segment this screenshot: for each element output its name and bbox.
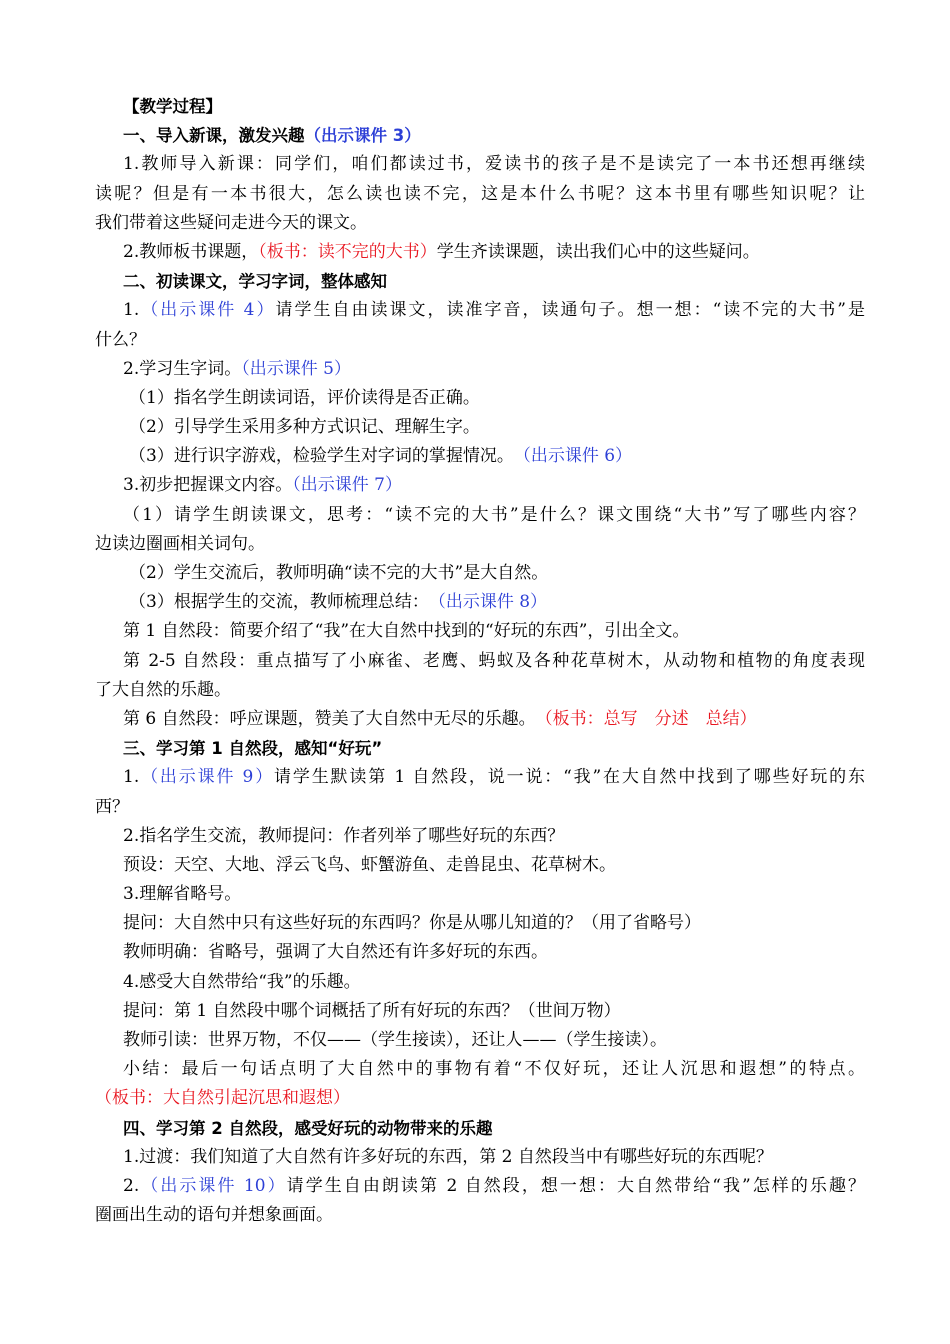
- text-line: [95, 530, 865, 559]
- text-line: [95, 676, 865, 705]
- text-line: [95, 150, 865, 179]
- text-segment: 预设：天空、大地、浮云飞鸟、虾蟹游鱼、走兽昆虫、花草树木。: [123, 854, 616, 875]
- text-segment: 请学生自由朗读第 2 自然段，想一想：大自然带给“我”怎样的乐趣？: [286, 1175, 865, 1196]
- text-segment: 1.过渡：我们知道了大自然有许多好玩的东西，第 2 自然段当中有哪些好玩的东西呢？: [123, 1146, 773, 1167]
- text-segment: 3.理解省略号。: [123, 884, 242, 905]
- text-segment: 三、学习第 1 自然段，感知“好玩”: [123, 739, 383, 759]
- text-line: [95, 909, 865, 938]
- text-line: [95, 92, 865, 121]
- text-segment: （3）根据学生的交流，教师梳理总结：: [129, 592, 438, 613]
- text-line: [95, 705, 865, 734]
- board-note: （板书：读不完的大书）: [258, 241, 437, 262]
- text-line: [95, 1201, 865, 1230]
- text-segment: 请学生默读第 1 自然段，说一说：“我”在大自然中找到了哪些好玩的东: [274, 767, 865, 788]
- text-line: [95, 559, 865, 588]
- text-line: [95, 238, 865, 267]
- text-line: [95, 1172, 865, 1201]
- text-line: [95, 938, 865, 967]
- text-line: [95, 822, 865, 851]
- text-segment: （2）引导学生采用多种方式识记、理解生字。: [129, 417, 480, 438]
- text-segment: 一、导入新课，激发兴趣: [123, 126, 305, 146]
- text-line: [95, 326, 865, 355]
- text-line: [95, 968, 865, 997]
- text-line: [95, 763, 865, 792]
- text-segment: 圈画出生动的语句并想象画面。: [95, 1205, 333, 1226]
- text-segment: 第 1 自然段：简要介绍了“我”在大自然中找到的“好玩的东西”，引出全文。: [123, 621, 690, 642]
- text-segment: 2.学习生字词。: [123, 358, 242, 379]
- text-segment: （1）指名学生朗读词语，评价读得是否正确。: [129, 387, 480, 408]
- text-segment: 3.初步把握课文内容。: [123, 475, 293, 496]
- text-line: [95, 1084, 865, 1113]
- text-line: [95, 121, 865, 150]
- text-line: [95, 793, 865, 822]
- text-line: [95, 1143, 865, 1172]
- text-segment: 什么？: [95, 329, 146, 350]
- text-segment: 学生齐读课题，读出我们心中的这些疑问。: [436, 241, 760, 262]
- text-line: [95, 647, 865, 676]
- text-segment: 了大自然的乐趣。: [95, 679, 231, 700]
- text-line: [95, 180, 865, 209]
- text-segment: （1）请学生朗读课文，思考：“读不完的大书”是什么？课文围绕“大书”写了哪些内容？: [123, 504, 865, 525]
- text-segment: 二、初读课文，学习字词，整体感知: [123, 272, 387, 292]
- slide-reference: （出示课件 8）: [437, 592, 548, 613]
- text-line: [95, 1114, 865, 1143]
- text-line: [95, 267, 865, 296]
- text-segment: 第 6 自然段：呼应课题，赞美了大自然中无尽的乐趣。: [123, 708, 545, 729]
- text-line: [95, 617, 865, 646]
- text-segment: 读呢？但是有一本书很大，怎么读也读不完，这是本什么书呢？这本书里有哪些知识呢？让: [95, 183, 865, 204]
- slide-reference: （出示课件 7）: [292, 475, 402, 496]
- text-line: [95, 384, 865, 413]
- text-segment: 提问：第 1 自然段中哪个词概括了所有好玩的东西？（世间万物）: [123, 1000, 621, 1021]
- text-segment: 提问：大自然中只有这些好玩的东西吗？你是从哪儿知道的？（用了省略号）: [123, 913, 701, 934]
- text-segment: （2）学生交流后，教师明确“读不完的大书”是大自然。: [129, 563, 549, 583]
- text-line: [95, 501, 865, 530]
- text-segment: 教师引读：世界万物，不仅——（学生接读），还让人——（学生接读）。: [123, 1030, 667, 1050]
- slide-reference: （出示课件 10）: [139, 1175, 287, 1196]
- text-line: [95, 734, 865, 763]
- text-line: [95, 413, 865, 442]
- text-line: [95, 442, 865, 471]
- slide-reference: （出示课件 6）: [522, 446, 633, 467]
- text-line: [95, 1026, 865, 1055]
- text-segment: （3）进行识字游戏，检验学生对字词的掌握情况。: [129, 446, 523, 467]
- text-segment: 请学生自由读课文，读准字音，读通句子。想一想：“读不完的大书”是: [275, 300, 865, 321]
- text-segment: 2.教师板书课题，: [123, 241, 259, 262]
- text-line: [95, 209, 865, 238]
- text-segment: 1.教师导入新课：同学们，咱们都读过书，爱读书的孩子是不是读完了一本书还想再继续: [123, 154, 865, 175]
- text-segment: 4.感受大自然带给“我”的乐趣。: [123, 971, 361, 992]
- text-segment: 1.: [123, 300, 140, 321]
- document-body: [95, 92, 865, 1230]
- text-line: [95, 296, 865, 325]
- text-segment: 西？: [95, 796, 129, 817]
- text-line: [95, 880, 865, 909]
- text-segment: 小结：最后一句话点明了大自然中的事物有着“不仅好玩，还让人沉思和遐想”的特点。: [123, 1059, 865, 1080]
- text-segment: 1.: [123, 767, 140, 788]
- text-segment: 四、学习第 2 自然段，感受好玩的动物带来的乐趣: [123, 1118, 493, 1138]
- text-line: [95, 588, 865, 617]
- text-segment: 第 2-5 自然段：重点描写了小麻雀、老鹰、蚂蚁及各种花草树木，从动物和植物的角度表现: [123, 650, 865, 671]
- slide-reference: （出示课件 4）: [139, 300, 276, 321]
- text-segment: 2.: [123, 1175, 140, 1196]
- slide-reference: （出示课件 9）: [139, 767, 275, 788]
- text-segment: 边读边圈画相关词句。: [95, 533, 265, 554]
- slide-reference: （出示课件 5）: [241, 358, 351, 379]
- text-line: [95, 1055, 865, 1084]
- board-note: （板书：总写 分述 总结）: [544, 708, 757, 729]
- text-segment: 教师明确：省略号，强调了大自然还有许多好玩的东西。: [123, 942, 548, 963]
- slide-reference: （出示课件 3）: [304, 126, 421, 146]
- board-note: （板书：大自然引起沉思和遐想）: [95, 1088, 350, 1109]
- text-segment: 【教学过程】: [123, 97, 222, 116]
- text-line: [95, 355, 865, 384]
- text-line: [95, 997, 865, 1026]
- text-segment: 2.指名学生交流，教师提问：作者列举了哪些好玩的东西？: [123, 825, 565, 846]
- text-line: [95, 851, 865, 880]
- text-line: [95, 471, 865, 500]
- text-segment: 我们带着这些疑问走进今天的课文。: [95, 212, 367, 233]
